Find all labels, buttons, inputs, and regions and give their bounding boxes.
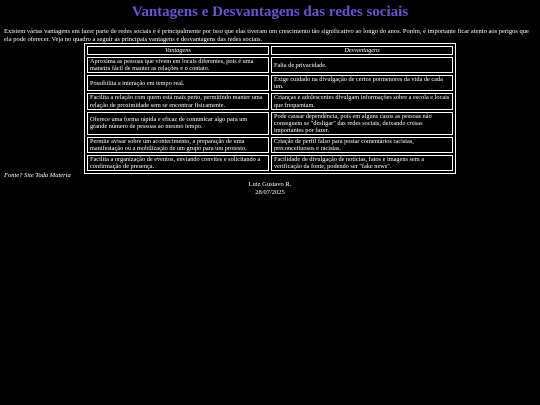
table-row [87,93,453,109]
table-row [87,57,453,73]
table-row [87,137,453,153]
footer [0,181,540,196]
author-name: Luiz Gustavo R. [248,181,292,188]
advantage-cell: Possibilita a interação em tempo real. [87,75,269,91]
disadvantage-cell: Criação de perfil falso para postar comentários racistas, preconceituosos e racistas. [271,137,453,153]
header-desvantagens: Desvantagens [271,46,453,55]
date-text: 28/07/2025 [255,188,285,196]
advantage-cell: Permite avisar sobre um acontecimento, a preparação de uma manifestação ou a mobilização de um grupo para um protesto. [87,137,269,153]
disadvantage-cell: Crianças e adolescentes divulgam informações sobre a escola e locais que frequentam. [271,93,453,109]
table-row [87,155,453,171]
table-row [87,112,453,135]
disadvantage-cell: Facilidade de divulgação de notícias, fatos e imagens sem a verificação da fonte, podendo ser "fake news". [271,155,453,171]
disadvantage-cell: Pode causar dependência, pois em alguns casos as pessoas não conseguem se "desligar" das redes sociais, deixando coisas importantes por fazer. [271,112,453,135]
header-vantagens: Vantagens [87,46,269,55]
page-title: Vantagens e Desvantagens das redes sociais [131,4,409,20]
disadvantage-cell: Falta de privacidade. [271,57,453,73]
disadvantage-cell: Exige cuidado na divulgação de certos pormenores da vida de cada um. [271,75,453,91]
advantage-cell: Aproxima as pessoas que vivem em locais diferentes, pois é uma maneira fácil de manter as relações e o contato. [87,57,269,73]
advantage-cell: Facilita a organização de eventos, enviando convites e solicitando a confirmação de presença. [87,155,269,171]
advantages-disadvantages-table [84,43,456,174]
source-note: Fonte? Site Toda Materia [4,172,71,179]
table-row [87,75,453,91]
advantage-cell: Oferece uma forma rápida e eficaz de comunicar algo para um grande número de pessoas ao mesmo tempo. [87,112,269,135]
table-header-row [87,46,453,55]
advantage-cell: Facilita a relação com quem está mais perto, permitindo manter uma relação de proximidade sem se encontrar fisicamente. [87,93,269,109]
intro-paragraph: Existem várias vantagens em fazer parte de redes sociais e é principalmente por isso que elas tiveram um crescimento tão significativo ao longo do anos. Porém, é importante ficar atento aos perigos que ela pode oferecer. Veja no quadro a seguir as principais vantagens e desvantagens das redes sociais. [4,28,529,43]
